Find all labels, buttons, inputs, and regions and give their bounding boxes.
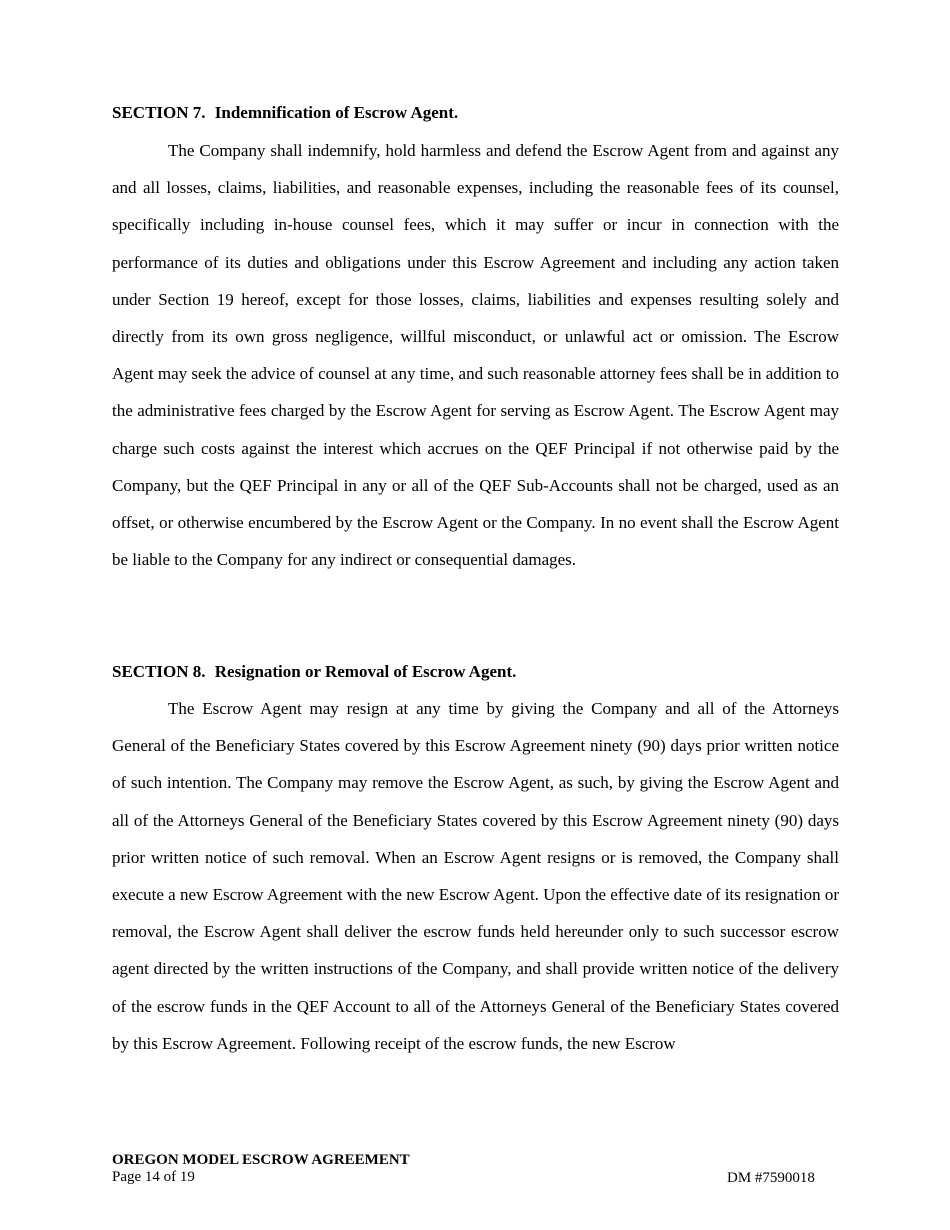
section-7-body: The Company shall indemnify, hold harmless and defend the Escrow Agent from and against any and all losses, claims, liabilities, and reasonable expenses, including the reasonable fees of its counsel, specifically including in-house counsel fees, which it may suffer or incur in connection with the performance of its duties and obligations under this Escrow Agreement and including any action taken under Section 19 hereof, except for those losses, claims, liabilities and expenses resulting solely and directly from its own gross negligence, willful misconduct, or unlawful act or omission. The Escrow Agent may seek the advice of counsel at any time, and such reasonable attorney fees shall be in addition to the administrative fees charged by the Escrow Agent for serving as Escrow Agent. The Escrow Agent may charge such costs against the interest which accrues on the QEF Principal if not otherwise paid by the Company, but the QEF Principal in any or all of the QEF Sub-Accounts shall not be charged, used as an offset, or otherwise encumbered by the Escrow Agent or the Company. In no event shall the Escrow Agent be liable to the Company for any indirect or consequential damages. — [112, 141, 839, 570]
section-7-title: Indemnification of Escrow Agent. — [214, 103, 459, 122]
page-number: Page 14 of 19 — [112, 1169, 195, 1185]
section-8-title: Resignation or Removal of Escrow Agent. — [214, 662, 517, 681]
footer — [112, 1152, 410, 1186]
section-7-heading — [112, 103, 839, 123]
section-8-body: The Escrow Agent may resign at any time by giving the Company and all of the Attorneys General of the Beneficiary States covered by this Escrow Agreement ninety (90) days prior written notice of such intention. The Company may remove the Escrow Agent, as such, by giving the Escrow Agent and all of the Attorneys General of the Beneficiary States covered by this Escrow Agreement ninety (90) days prior written notice of such removal. When an Escrow Agent resigns or is removed, the Company shall execute a new Escrow Agreement with the new Escrow Agent. Upon the effective date of its resignation or removal, the Escrow Agent shall deliver the escrow funds held hereunder only to such successor escrow agent directed by the written instructions of the Company, and shall provide written notice of the delivery of the escrow funds in the QEF Account to all of the Attorneys General of the Beneficiary States covered by this Escrow Agreement. Following receipt of the escrow funds, the new Escrow — [112, 699, 839, 1053]
section-7-number: SECTION 7. — [112, 103, 206, 122]
document-id: DM #7590018 — [727, 1170, 815, 1186]
section-8-heading — [112, 662, 839, 682]
footer-title: OREGON MODEL ESCROW AGREEMENT — [112, 1152, 410, 1168]
section-8-number: SECTION 8. — [112, 662, 206, 681]
